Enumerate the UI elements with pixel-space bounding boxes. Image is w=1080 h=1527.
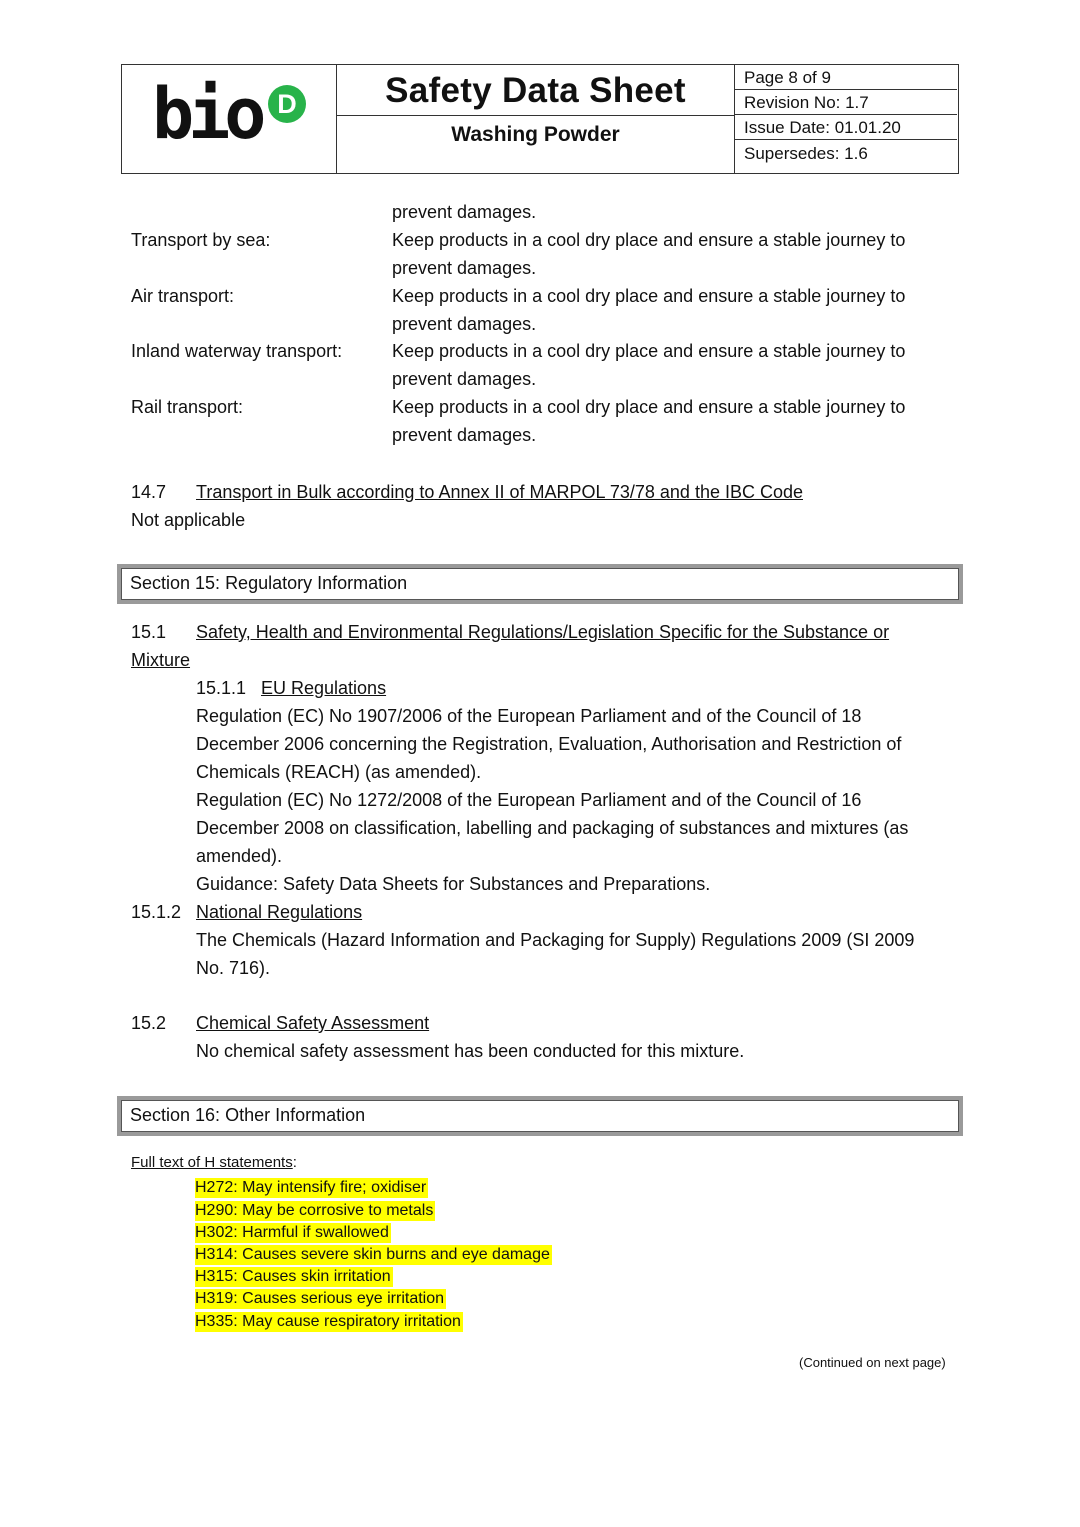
transport-carry-over: prevent damages. [392, 202, 537, 222]
transport-label: Air transport: [131, 286, 235, 306]
section-15-bar [117, 564, 963, 604]
issue-date: Issue Date: 01.01.20 [735, 115, 957, 140]
subsection-heading: National Regulations [196, 902, 363, 922]
subsection-number: 15.1.2 [131, 902, 182, 922]
product-name: Washing Powder [451, 123, 620, 146]
transport-text: prevent damages. [392, 369, 537, 389]
regulation-text: December 2008 on classification, labelling and packaging of substances and mixtures (as [196, 818, 909, 838]
subsection-heading: Chemical Safety Assessment [196, 1013, 430, 1033]
supersedes: Supersedes: 1.6 [744, 144, 868, 163]
transport-text: Keep products in a cool dry place and ensure a stable journey to [392, 341, 906, 361]
subsection-heading: Transport in Bulk according to Annex II of MARPOL 73/78 and the IBC Code [196, 482, 803, 502]
subsection-number: 14.7 [131, 482, 167, 502]
subsection-heading: Safety, Health and Environmental Regulations/Legislation Specific for the Substance or [196, 622, 890, 642]
subsection-heading: EU Regulations [261, 678, 387, 698]
subsection-text: Not applicable [131, 510, 246, 530]
h-statement: H319: Causes serious eye irritation [195, 1290, 445, 1307]
subsection-number: 15.1.1 [196, 678, 247, 698]
regulation-text: amended). [196, 846, 283, 866]
transport-label: Transport by sea: [131, 230, 271, 250]
title-cell [337, 65, 735, 173]
page-number: Page 8 of 9 [735, 65, 957, 90]
regulation-text: Guidance: Safety Data Sheets for Substances and Preparations. [196, 874, 711, 894]
regulation-text: No. 716). [196, 958, 271, 978]
subsection-heading: Mixture [131, 650, 191, 670]
document-title: Safety Data Sheet [385, 71, 686, 110]
h-statement: H315: Causes skin irritation [195, 1268, 391, 1285]
h-statement: H272: May intensify fire; oxidiser [195, 1179, 427, 1196]
document-header [121, 64, 959, 174]
regulation-text: Regulation (EC) No 1272/2008 of the European Parliament and of the Council of 16 [196, 790, 862, 810]
company-logo-text: bio [152, 73, 261, 155]
regulation-text: Chemicals (REACH) (as amended). [196, 762, 482, 782]
revision-number: Revision No: 1.7 [735, 90, 957, 115]
transport-text: Keep products in a cool dry place and ensure a stable journey to [392, 230, 906, 250]
regulation-text: December 2006 concerning the Registration, Evaluation, Authorisation and Restriction of [196, 734, 902, 754]
h-statement: H335: May cause respiratory irritation [195, 1313, 461, 1330]
transport-text: Keep products in a cool dry place and ensure a stable journey to [392, 397, 906, 417]
subsection-number: 15.2 [131, 1013, 167, 1033]
transport-text: Keep products in a cool dry place and ensure a stable journey to [392, 286, 906, 306]
transport-text: prevent damages. [392, 258, 537, 278]
transport-text: prevent damages. [392, 314, 537, 334]
company-logo-badge: D [268, 85, 306, 123]
transport-text: prevent damages. [392, 425, 537, 445]
regulation-text: The Chemicals (Hazard Information and Packaging for Supply) Regulations 2009 (SI 2009 [196, 930, 915, 950]
h-statement: H314: Causes severe skin burns and eye damage [195, 1246, 550, 1263]
h-statement: H290: May be corrosive to metals [195, 1202, 434, 1219]
transport-label: Rail transport: [131, 397, 244, 417]
section-15-title: Section 15: Regulatory Information [121, 568, 959, 600]
h-statements-label: Full text of H statements: [131, 1154, 297, 1171]
section-16-bar [117, 1096, 963, 1136]
section-16-title: Section 16: Other Information [121, 1100, 959, 1132]
subsection-text: No chemical safety assessment has been conducted for this mixture. [196, 1041, 745, 1061]
transport-label: Inland waterway transport: [131, 341, 343, 361]
subsection-number: 15.1 [131, 622, 167, 642]
regulation-text: Regulation (EC) No 1907/2006 of the European Parliament and of the Council of 18 [196, 706, 862, 726]
logo-cell [122, 65, 337, 173]
continued-note: (Continued on next page) [799, 1355, 946, 1370]
meta-cell [735, 65, 957, 173]
h-statement: H302: Harmful if swallowed [195, 1224, 389, 1241]
